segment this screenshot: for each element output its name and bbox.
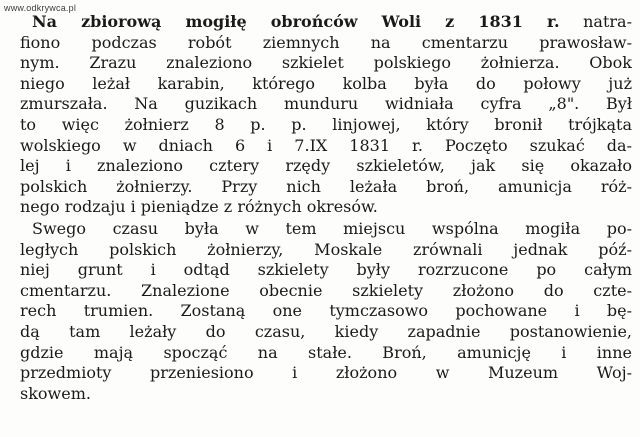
article-line: dą tam leżały do czasu, kiedy zapadnie postanowienie, (20, 321, 632, 341)
article-line: fiono podczas robót ziemnych na cmentarzu prawosław- (20, 32, 632, 52)
article-line: to więc żołnierz 8 p. p. linjowej, który bronił trójkąta (20, 114, 632, 134)
article-line: skowem. (20, 383, 91, 403)
article-line: lej i znaleziono cztery rzędy szkieletów, jak się okazało (20, 156, 632, 176)
article-line: rech trumien. Zostaną one tymczasowo pochowane i bę- (20, 301, 632, 321)
article-line: niego leżał karabin, którego kolba była do połowy już (20, 73, 632, 93)
article-line-1 (20, 12, 632, 33)
article-headline: Na zbiorową mogiłę obrońców Woli z 1831 r. (32, 12, 560, 31)
watermark: www.odkrywca.pl (4, 3, 77, 13)
article-line: niej grunt i odtąd szkielety były rozrzucone po całym (20, 260, 632, 280)
article-line: nego rodzaju i pieniądze z różnych okresów. (20, 197, 378, 217)
article-line: wolskiego w dniach 6 i 7.IX 1831 r. Poczęto szukać da- (20, 135, 632, 155)
article-line: przedmioty przeniesiono i złożono w Muzeum Woj- (20, 363, 632, 383)
article-line: gdzie mają spocząć na stałe. Broń, amunicję i inne (20, 342, 632, 362)
article-line: zmurszała. Na guzikach munduru widniała cyfra „8". Był (20, 94, 632, 114)
article-line: ległych polskich żołnierzy, Moskale zrównali jednak póź- (20, 239, 632, 259)
article-line: cmentarzu. Znalezione obecnie szkielety złożono do czte- (20, 280, 632, 300)
article-line: polskich żołnierzy. Przy nich leżała broń, amunicja róż- (20, 176, 632, 196)
article-line: nym. Zrazu znaleziono szkielet polskiego żołnierza. Obok (20, 53, 632, 73)
article-body (20, 12, 632, 404)
article-line: Swego czasu była w tem miejscu wspólna mogiła po- (32, 218, 632, 238)
article-line-1-tail: natra- (583, 12, 632, 31)
